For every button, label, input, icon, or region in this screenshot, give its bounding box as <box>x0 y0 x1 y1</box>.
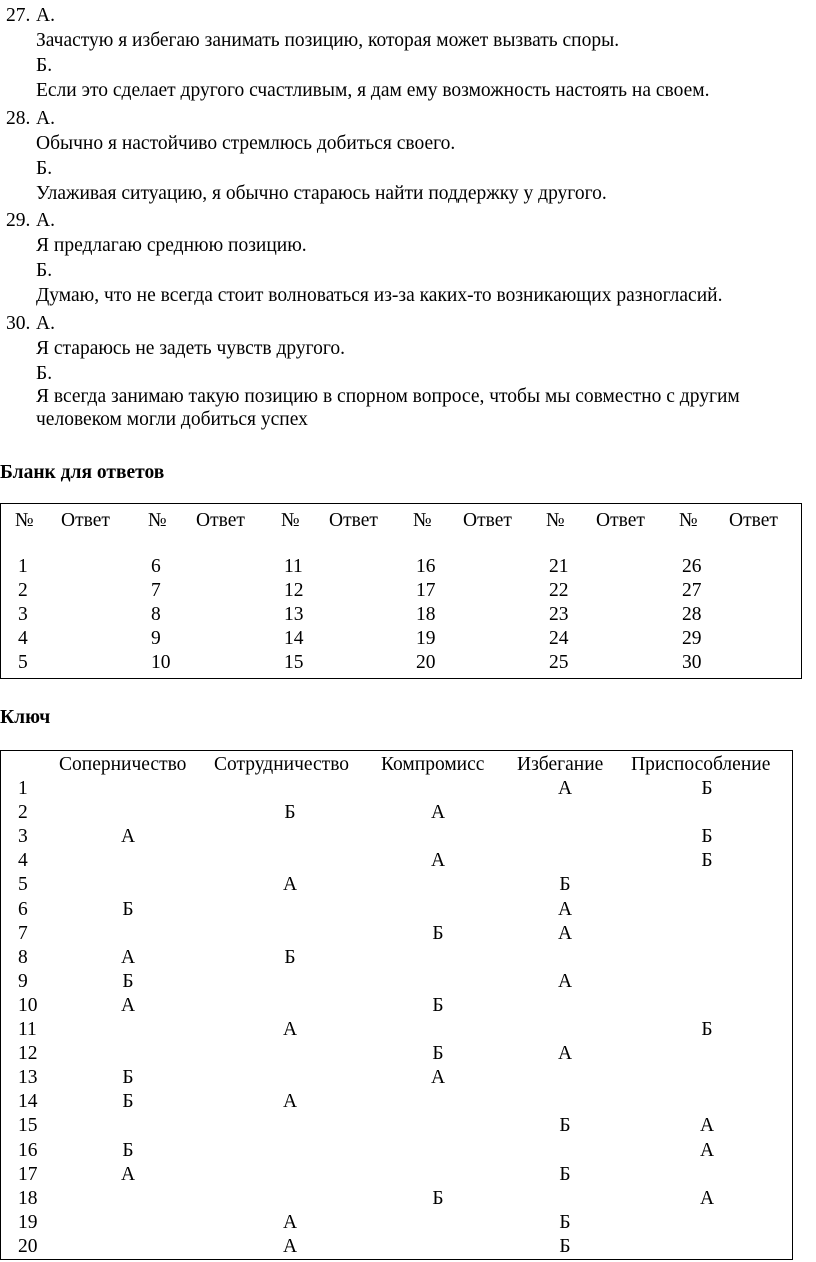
key-answer-cell: А <box>282 1211 298 1233</box>
option-a-label: А. <box>36 108 55 129</box>
question-number-cell: 28 <box>682 604 702 625</box>
option-a-label: А. <box>36 210 55 231</box>
option-b-label: Б. <box>36 363 53 384</box>
key-answer-cell: А <box>430 1067 446 1089</box>
key-row-number: 3 <box>18 826 28 848</box>
answer-column-header: Ответ <box>596 510 645 531</box>
key-answer-cell: А <box>557 778 573 799</box>
key-row-number: 11 <box>18 1019 37 1040</box>
key-row-number: 1 <box>18 778 28 799</box>
key-answer-cell: Б <box>432 1043 444 1065</box>
question-number: 27. <box>6 5 31 26</box>
key-row-number: 5 <box>18 874 28 896</box>
question-number-cell: 24 <box>549 628 569 649</box>
key-row-number: 6 <box>18 898 28 920</box>
question-number-cell: 3 <box>18 604 28 625</box>
option-b-text: Если это сделает другого счастливым, я дам ему возможность настоять на своем. <box>36 80 710 101</box>
answer-sheet-title: Бланк для ответов <box>0 462 165 483</box>
key-row-number: 2 <box>18 802 28 824</box>
question-number-cell: 5 <box>18 652 28 673</box>
key-row-number: 12 <box>18 1043 38 1065</box>
key-answer-cell: А <box>120 1163 136 1185</box>
question-number-cell: 4 <box>18 628 28 649</box>
key-column-header: Избегание <box>517 754 604 775</box>
question-number-cell: 20 <box>416 652 436 673</box>
key-answer-cell: А <box>557 898 573 920</box>
question-number: 28. <box>6 108 31 129</box>
key-answer-cell: А <box>699 1139 715 1161</box>
option-b-label: Б. <box>36 55 53 76</box>
key-answer-cell: Б <box>559 874 571 896</box>
question-number-cell: 13 <box>284 604 304 625</box>
option-b-label: Б. <box>36 158 53 179</box>
key-answer-cell: Б <box>284 946 296 968</box>
question-number-cell: 26 <box>682 556 702 577</box>
question-number-cell: 16 <box>416 556 436 577</box>
option-b-text: Думаю, что не всегда стоит волноваться из-за каких-то возникающих разногласий. <box>36 285 723 306</box>
answer-column-header: Ответ <box>61 510 110 531</box>
key-row-number: 4 <box>18 850 28 872</box>
question-number-cell: 17 <box>416 580 436 601</box>
question-number-cell: 9 <box>151 628 161 649</box>
key-answer-cell: А <box>120 946 136 968</box>
option-b-label: Б. <box>36 260 53 281</box>
key-row-number: 19 <box>18 1211 38 1233</box>
key-answer-cell: Б <box>701 850 713 872</box>
key-answer-cell: Б <box>122 970 134 992</box>
key-answer-cell: Б <box>122 1091 134 1113</box>
answer-column-header: Ответ <box>463 510 512 531</box>
question-number-cell: 23 <box>549 604 569 625</box>
key-answer-cell: Б <box>559 1163 571 1185</box>
option-a-label: А. <box>36 313 55 334</box>
question-number-cell: 7 <box>151 580 161 601</box>
question-number-cell: 11 <box>284 556 303 577</box>
number-column-header: № <box>413 510 432 531</box>
option-a-text: Я предлагаю среднюю позицию. <box>36 235 307 256</box>
answer-sheet-table <box>0 503 802 679</box>
question-number-cell: 15 <box>284 652 304 673</box>
key-answer-cell: А <box>557 970 573 992</box>
key-row-number: 17 <box>18 1163 38 1185</box>
question-number-cell: 22 <box>549 580 569 601</box>
number-column-header: № <box>281 510 300 531</box>
key-row-number: 13 <box>18 1067 38 1089</box>
key-answer-cell: А <box>557 1043 573 1065</box>
answer-column-header: Ответ <box>329 510 378 531</box>
key-column-header: Соперничество <box>59 754 187 775</box>
key-answer-cell: А <box>699 1115 715 1137</box>
key-column-header: Приспособление <box>631 754 771 775</box>
key-answer-cell: Б <box>284 802 296 824</box>
question-number-cell: 14 <box>284 628 304 649</box>
key-answer-cell: А <box>557 922 573 944</box>
key-title: Ключ <box>0 707 51 728</box>
key-answer-cell: Б <box>432 922 444 944</box>
option-a-text: Зачастую я избегаю занимать позицию, которая может вызвать споры. <box>36 30 620 51</box>
key-column-header: Сотрудничество <box>214 754 350 775</box>
key-row-number: 14 <box>18 1091 38 1113</box>
key-answer-cell: А <box>282 1019 298 1040</box>
answer-column-header: Ответ <box>729 510 778 531</box>
key-row-number: 16 <box>18 1139 38 1161</box>
question-number-cell: 27 <box>682 580 702 601</box>
key-answer-cell: А <box>282 1235 298 1257</box>
option-b-text: человеком могли добиться успех <box>36 409 308 430</box>
key-answer-cell: Б <box>559 1235 571 1257</box>
question-number: 30. <box>6 313 31 334</box>
question-number-cell: 10 <box>151 652 171 673</box>
question-number-cell: 21 <box>549 556 569 577</box>
option-a-label: А. <box>36 5 55 26</box>
key-answer-cell: А <box>282 1091 298 1113</box>
key-answer-cell: Б <box>701 826 713 848</box>
question-number-cell: 1 <box>18 556 28 577</box>
key-row-number: 10 <box>18 994 38 1016</box>
question-number: 29. <box>6 210 31 231</box>
question-number-cell: 18 <box>416 604 436 625</box>
key-answer-cell: Б <box>701 1019 713 1040</box>
key-answer-cell: Б <box>559 1115 571 1137</box>
question-number-cell: 19 <box>416 628 436 649</box>
key-row-number: 20 <box>18 1235 38 1257</box>
option-a-text: Обычно я настойчиво стремлюсь добиться своего. <box>36 133 456 154</box>
key-answer-cell: Б <box>122 898 134 920</box>
question-number-cell: 30 <box>682 652 702 673</box>
key-answer-cell: Б <box>432 994 444 1016</box>
key-answer-cell: А <box>282 874 298 896</box>
answer-column-header: Ответ <box>196 510 245 531</box>
key-row-number: 15 <box>18 1115 38 1137</box>
question-number-cell: 8 <box>151 604 161 625</box>
question-number-cell: 12 <box>284 580 304 601</box>
key-answer-cell: Б <box>122 1139 134 1161</box>
key-answer-cell: Б <box>701 778 713 799</box>
key-row-number: 9 <box>18 970 28 992</box>
question-number-cell: 29 <box>682 628 702 649</box>
question-number-cell: 25 <box>549 652 569 673</box>
key-column-header: Компромисс <box>381 754 485 775</box>
number-column-header: № <box>679 510 698 531</box>
key-table <box>0 750 793 1260</box>
question-number-cell: 2 <box>18 580 28 601</box>
key-row-number: 7 <box>18 922 28 944</box>
option-b-text: Я всегда занимаю такую позицию в спорном вопросе, чтобы мы совместно с другим <box>36 386 740 407</box>
key-row-number: 18 <box>18 1187 38 1209</box>
key-answer-cell: А <box>120 994 136 1016</box>
key-answer-cell: А <box>699 1187 715 1209</box>
number-column-header: № <box>546 510 565 531</box>
key-answer-cell: А <box>430 802 446 824</box>
key-answer-cell: А <box>120 826 136 848</box>
number-column-header: № <box>15 510 34 531</box>
key-answer-cell: Б <box>432 1187 444 1209</box>
number-column-header: № <box>148 510 167 531</box>
question-number-cell: 6 <box>151 556 161 577</box>
option-a-text: Я стараюсь не задеть чувств другого. <box>36 338 346 359</box>
key-answer-cell: А <box>430 850 446 872</box>
option-b-text: Улаживая ситуацию, я обычно стараюсь найти поддержку у другого. <box>36 183 607 204</box>
key-row-number: 8 <box>18 946 28 968</box>
key-answer-cell: Б <box>559 1211 571 1233</box>
key-answer-cell: Б <box>122 1067 134 1089</box>
